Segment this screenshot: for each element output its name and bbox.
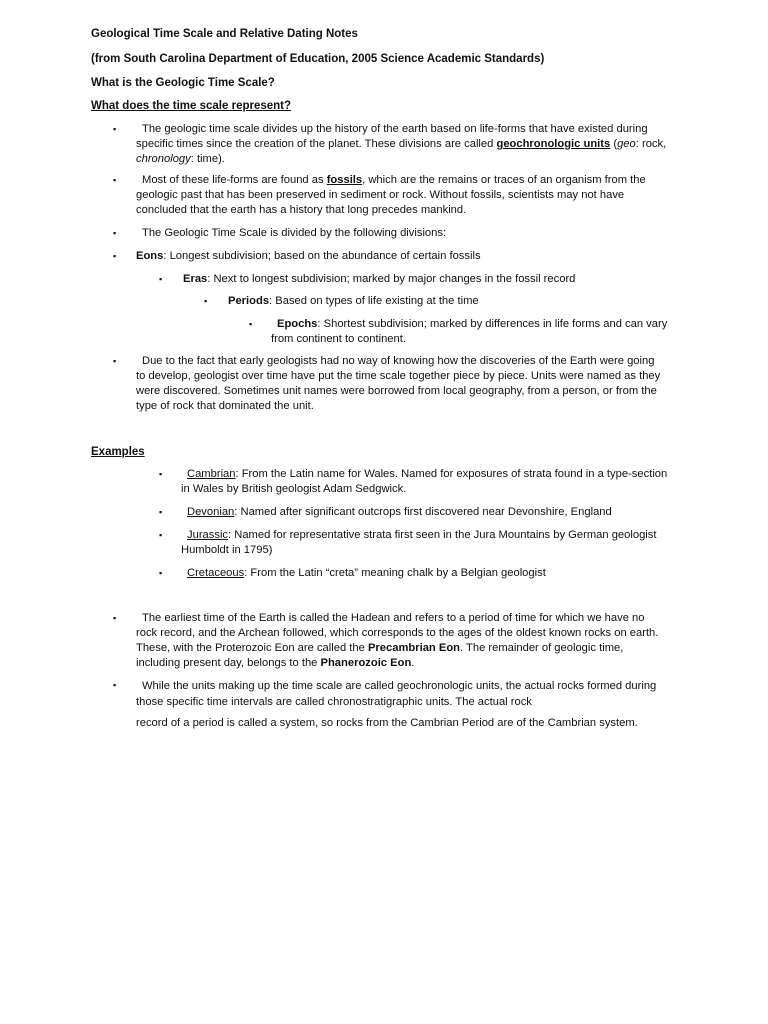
example-name: Cretaceous [187, 567, 245, 579]
bullet-icon: ▪ [113, 613, 117, 623]
text: The geologic time scale divides up the history of the earth based on life-forms that have existed during specific times since the creation of the planet. These divisions are called [136, 123, 648, 150]
example-cambrian [181, 467, 671, 497]
bullet-icon: ▪ [159, 274, 163, 284]
bullet-icon: ▪ [113, 228, 117, 238]
text: : Named after significant outcrops first discovered near Devonshire, England [234, 506, 612, 518]
paragraph-divisions: The Geologic Time Scale is divided by the following divisions: [142, 227, 447, 239]
paragraph-chronostratigraphic-part1: While the units making up the time scale are called geochronologic units, the actual rocks formed during those specific time intervals are called chronostratigraphic units. The actual rock [136, 680, 657, 708]
text: . [411, 657, 415, 669]
label-periods: Periods [228, 295, 270, 307]
term-chronology: chronology [136, 153, 191, 165]
term-fossils: fossils [326, 174, 363, 186]
text: : Based on types of life existing at the time [269, 295, 479, 307]
paragraph-time-scale-divides [136, 122, 686, 167]
example-devonian [187, 505, 677, 520]
bullet-icon: ▪ [204, 296, 208, 306]
bullet-icon: ▪ [249, 319, 253, 329]
paragraph-early-geologists: Due to the fact that early geologists had no way of knowing how the discoveries of the Earth were going to develop, geologist over time have put the time scale together piece by piece. Units were named as they were discovered. Sometimes unit names were borrowed from local geography, from a person, or from the type of rock that dominated the unit. [136, 355, 661, 412]
paragraph-fossils [136, 173, 676, 218]
text: : time). [190, 153, 225, 165]
bullet-icon: ▪ [113, 356, 117, 366]
text: : From the Latin “creta” meaning chalk by a Belgian geologist [244, 567, 546, 579]
example-name: Cambrian [187, 468, 236, 480]
question-what-is: What is the Geologic Time Scale? [91, 77, 275, 89]
division-eons [136, 249, 676, 264]
question-represent: What does the time scale represent? [91, 100, 292, 112]
text: : Shortest subdivision; marked by differences in life forms and can vary from continent to continent. [271, 318, 668, 345]
example-cretaceous [187, 566, 677, 581]
paragraph-hadean [136, 611, 666, 671]
division-periods [228, 294, 678, 309]
example-name: Jurassic [187, 529, 229, 541]
example-name: Devonian [187, 506, 235, 518]
paragraph-chronostratigraphic-part2: record of a period is called a system, so rocks from the Cambrian Period are of the Cambrian system. [136, 717, 638, 729]
bullet-icon: ▪ [159, 507, 163, 517]
text: , which are the remains or traces of an organism from the geologic past that has been preserved in sediment or rock. Without fossils, scientists may not have concluded that the earth has a history that long precedes mankind. [136, 174, 646, 216]
text: Most of these life-forms are found as [142, 174, 327, 186]
bullet-icon: ▪ [159, 568, 163, 578]
text: : Next to longest subdivision; marked by major changes in the fossil record [207, 273, 576, 285]
text: : Named for representative strata first seen in the Jura Mountains by German geologist Humboldt in 1795) [181, 529, 657, 556]
bullet-icon: ▪ [113, 251, 117, 261]
term-precambrian-eon: Precambrian Eon [367, 642, 460, 654]
term-geo: geo [617, 138, 636, 150]
source-line: (from South Carolina Department of Education, 2005 Science Academic Standards) [91, 53, 545, 65]
text: : From the Latin name for Wales. Named for exposures of strata found in a type-section in Wales by British geologist Adam Sedgwick. [181, 468, 668, 495]
label-eras: Eras [183, 273, 208, 285]
text: : rock, [635, 138, 667, 150]
bullet-icon: ▪ [159, 530, 163, 540]
term-geochronologic-units: geochronologic units [496, 138, 611, 150]
text: ( [610, 138, 618, 150]
text: The earliest time of the Earth is called the Hadean and refers to a period of time for which we have no rock record, and the Archean followed, which corresponds to the ages of the oldest known rocks on earth. These, with the Proterozoic Eon are called the [136, 612, 659, 654]
bullet-icon: ▪ [113, 680, 117, 690]
division-epochs [271, 317, 676, 347]
document-title: Geological Time Scale and Relative Dating Notes [91, 28, 358, 40]
example-jurassic [181, 528, 671, 558]
term-phanerozoic-eon: Phanerozoic Eon [320, 657, 412, 669]
bullet-icon: ▪ [113, 175, 117, 185]
label-epochs: Epochs [277, 318, 318, 330]
bullet-icon: ▪ [113, 124, 117, 134]
label-eons: Eons [136, 250, 164, 262]
division-eras [183, 272, 683, 287]
text: : Longest subdivision; based on the abundance of certain fossils [163, 250, 481, 262]
examples-heading: Examples [91, 446, 145, 458]
text: . The remainder of geologic time, including present day, belongs to the [136, 642, 624, 669]
bullet-icon: ▪ [159, 469, 163, 479]
